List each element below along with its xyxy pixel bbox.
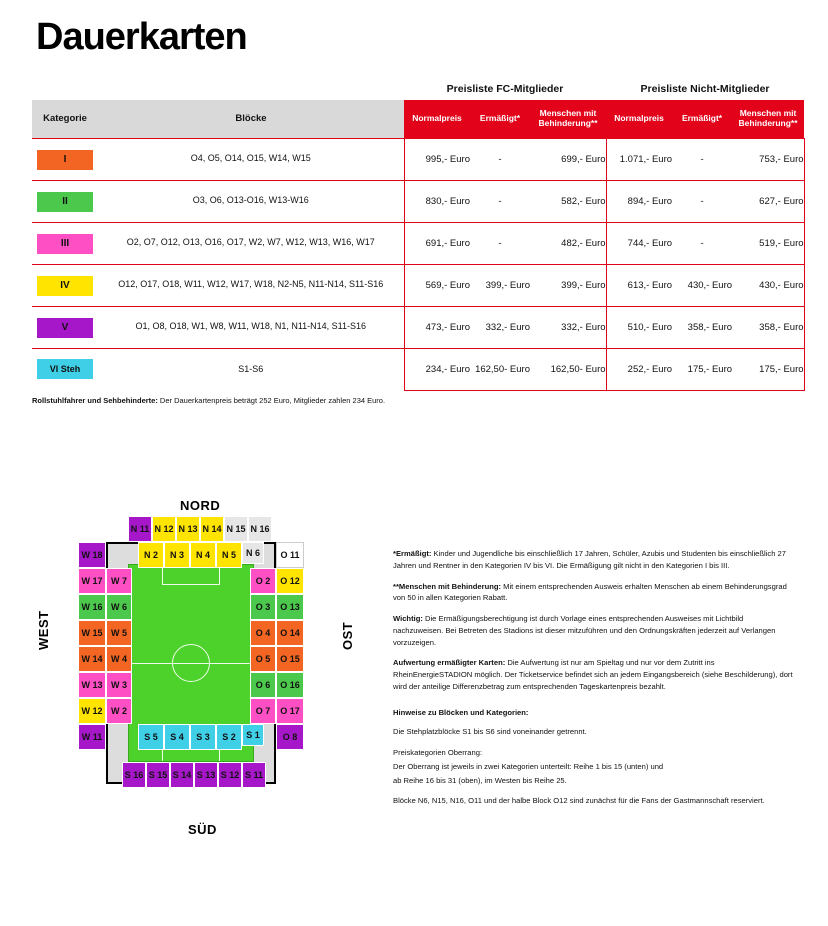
col-member-normal: Normalpreis <box>404 100 470 138</box>
map-block-n14[interactable] <box>200 516 224 542</box>
map-block-w16[interactable] <box>78 594 106 620</box>
map-block-w5[interactable] <box>106 620 132 646</box>
map-block-n15[interactable] <box>224 516 248 542</box>
map-block-s1[interactable] <box>242 724 264 746</box>
legal-important-text: Die Ermäßigungsberechtigung ist durch Vorlage eines entsprechenden Ausweises mit Lichtbild nachzuweisen. Bei Betreten des Stadions ist dieser mitzuführen und den Ordnungskräften jederzeit auf Verlangen vorzuzeigen. <box>393 614 776 647</box>
row-category-cell <box>32 264 98 306</box>
table-row <box>32 306 804 348</box>
map-block-o11[interactable] <box>276 542 304 568</box>
map-block-o15[interactable] <box>276 646 304 672</box>
map-block-label: N 4 <box>195 550 210 560</box>
map-block-label: O 5 <box>255 654 271 664</box>
table-row <box>32 264 804 306</box>
cell-member-reduced: - <box>470 138 530 180</box>
map-block-n11[interactable] <box>128 516 152 542</box>
map-block-o5[interactable] <box>250 646 276 672</box>
cell-member-disabled: 482,- Euro <box>530 222 606 264</box>
map-block-label: S 13 <box>196 770 216 780</box>
cell-member-normal: 995,- Euro <box>404 138 470 180</box>
legal-upgrade-label: Aufwertung ermäßigter Karten: <box>393 658 506 668</box>
cell-member-normal: 569,- Euro <box>404 264 470 306</box>
legal-away-blocks: Blöcke N6, N15, N16, O11 und der halbe Block O12 sind zunächst für die Fans der Gastmannschaft reserviert. <box>393 796 765 806</box>
cell-nonmember-disabled: 519,- Euro <box>732 222 804 264</box>
row-blocks: O3, O6, O13-O16, W13-W16 <box>98 180 404 222</box>
legal-upper-tier-line1: Der Oberrang ist jeweils in zwei Kategorien unterteilt: Reihe 1 bis 15 (unten) und <box>393 761 664 771</box>
category-badge: III <box>37 234 93 254</box>
map-block-n6[interactable] <box>242 542 264 564</box>
map-block-o13[interactable] <box>276 594 304 620</box>
col-member-reduced: Ermäßigt* <box>470 100 530 138</box>
cell-member-reduced: 332,- Euro <box>470 306 530 348</box>
map-block-label: O 7 <box>255 706 271 716</box>
map-block-o6[interactable] <box>250 672 276 698</box>
legal-blocks-heading: Hinweise zu Blöcken und Kategorien: <box>393 707 529 717</box>
map-block-label: O 2 <box>255 576 271 586</box>
map-block-w13[interactable] <box>78 672 106 698</box>
cell-member-disabled: 162,50- Euro <box>530 348 606 390</box>
cell-nonmember-reduced: - <box>672 138 732 180</box>
row-category-cell <box>32 348 98 390</box>
price-table <box>32 78 805 391</box>
cell-member-normal: 830,- Euro <box>404 180 470 222</box>
pitch-penalty-box-top <box>162 565 220 585</box>
map-block-s3[interactable] <box>190 724 216 750</box>
map-block-label: O 12 <box>280 576 300 586</box>
cell-nonmember-reduced: 175,- Euro <box>672 348 732 390</box>
cell-member-reduced: 399,- Euro <box>470 264 530 306</box>
cell-member-disabled: 399,- Euro <box>530 264 606 306</box>
map-block-label: W 4 <box>110 654 127 664</box>
map-block-s15[interactable] <box>146 762 170 788</box>
map-block-w15[interactable] <box>78 620 106 646</box>
map-block-label: W 15 <box>81 628 103 638</box>
map-block-label: W 16 <box>81 602 103 612</box>
map-block-n16[interactable] <box>248 516 272 542</box>
map-block-label: S 14 <box>172 770 192 780</box>
col-nonmember-normal: Normalpreis <box>606 100 672 138</box>
legal-important-label: Wichtig: <box>393 614 423 624</box>
map-block-label: W 2 <box>110 706 127 716</box>
group-header-row <box>32 78 804 100</box>
cell-member-normal: 691,- Euro <box>404 222 470 264</box>
table-row <box>32 222 804 264</box>
map-label-sued: SÜD <box>188 822 217 837</box>
map-block-w14[interactable] <box>78 646 106 672</box>
wheelchair-note-text: Der Dauerkartenpreis beträgt 252 Euro, Mitglieder zahlen 234 Euro. <box>157 396 386 405</box>
map-block-label: W 3 <box>110 680 127 690</box>
row-blocks: O2, O7, O12, O13, O16, O17, W2, W7, W12, W13, W16, W17 <box>98 222 404 264</box>
legal-standing-blocks: Die Stehplatzblöcke S1 bis S6 sind voneinander getrennt. <box>393 727 587 737</box>
cell-nonmember-normal: 744,- Euro <box>606 222 672 264</box>
map-block-n12[interactable] <box>152 516 176 542</box>
map-block-o12[interactable] <box>276 568 304 594</box>
group-header-members: Preisliste FC-Mitglieder <box>404 78 606 100</box>
map-block-label: W 13 <box>81 680 103 690</box>
row-blocks: O12, O17, O18, W11, W12, W17, W18, N2-N5, N11-N14, S11-S16 <box>98 264 404 306</box>
col-nonmember-reduced: Ermäßigt* <box>672 100 732 138</box>
row-blocks: S1-S6 <box>98 348 404 390</box>
map-block-o4[interactable] <box>250 620 276 646</box>
map-block-w11[interactable] <box>78 724 106 750</box>
map-block-o2[interactable] <box>250 568 276 594</box>
map-block-label: W 6 <box>110 602 127 612</box>
cell-nonmember-reduced: - <box>672 180 732 222</box>
legal-text <box>393 548 793 816</box>
legal-paragraph-upgrade <box>393 657 793 692</box>
cell-member-normal: 473,- Euro <box>404 306 470 348</box>
legal-paragraph-important <box>393 613 793 648</box>
map-block-label: O 8 <box>282 732 298 742</box>
map-block-label: W 7 <box>110 576 127 586</box>
map-block-o17[interactable] <box>276 698 304 724</box>
cell-nonmember-disabled: 358,- Euro <box>732 306 804 348</box>
map-block-label: O 15 <box>280 654 300 664</box>
row-category-cell <box>32 306 98 348</box>
map-block-label: S 1 <box>246 730 260 740</box>
map-block-label: S 11 <box>244 770 264 780</box>
map-block-label: O 16 <box>280 680 300 690</box>
map-block-n13[interactable] <box>176 516 200 542</box>
cell-nonmember-disabled: 627,- Euro <box>732 180 804 222</box>
map-block-label: O 4 <box>255 628 271 638</box>
map-block-o16[interactable] <box>276 672 304 698</box>
row-blocks: O4, O5, O14, O15, W14, W15 <box>98 138 404 180</box>
map-block-o8[interactable] <box>276 724 304 750</box>
map-block-label: W 18 <box>81 550 103 560</box>
map-block-label: N 15 <box>226 524 246 534</box>
cell-member-reduced: - <box>470 222 530 264</box>
legal-disabled-text: Mit einem entsprechenden Ausweis erhalten Menschen ab einem Behinderungsgrad von 50 in allen Kategorien Rabatt. <box>393 581 787 603</box>
cell-nonmember-disabled: 753,- Euro <box>732 138 804 180</box>
legal-upper-tier-heading: Preiskategorien Oberrang: <box>393 748 483 758</box>
map-block-label: O 6 <box>255 680 271 690</box>
cell-nonmember-normal: 894,- Euro <box>606 180 672 222</box>
map-block-label: O 14 <box>280 628 300 638</box>
map-block-label: W 5 <box>110 628 127 638</box>
cell-member-disabled: 332,- Euro <box>530 306 606 348</box>
map-block-label: S 12 <box>220 770 240 780</box>
map-block-n2[interactable] <box>138 542 164 568</box>
col-kategorie: Kategorie <box>32 100 98 138</box>
group-header-nonmembers: Preisliste Nicht-Mitglieder <box>606 78 804 100</box>
map-block-label: O 17 <box>280 706 300 716</box>
map-block-label: O 3 <box>255 602 271 612</box>
table-row <box>32 180 804 222</box>
cell-nonmember-normal: 510,- Euro <box>606 306 672 348</box>
category-badge: V <box>37 318 93 338</box>
category-badge: I <box>37 150 93 170</box>
col-member-disabled: Menschen mit Behinderung** <box>530 100 606 138</box>
map-block-label: N 3 <box>169 550 184 560</box>
map-label-ost: OST <box>340 621 355 650</box>
stadium-map <box>36 490 370 850</box>
map-block-w3[interactable] <box>106 672 132 698</box>
cell-member-disabled: 582,- Euro <box>530 180 606 222</box>
column-header-row <box>32 100 804 138</box>
table-row <box>32 348 804 390</box>
legal-reduced-label: *Ermäßigt: <box>393 549 432 558</box>
cell-nonmember-normal: 613,- Euro <box>606 264 672 306</box>
map-block-n4[interactable] <box>190 542 216 568</box>
price-table-wrapper <box>32 78 804 391</box>
cell-nonmember-reduced: - <box>672 222 732 264</box>
map-block-label: S 3 <box>196 732 210 742</box>
map-block-w17[interactable] <box>78 568 106 594</box>
map-block-s4[interactable] <box>164 724 190 750</box>
map-block-label: N 16 <box>250 524 270 534</box>
map-block-label: W 14 <box>81 654 103 664</box>
map-block-n5[interactable] <box>216 542 242 568</box>
map-block-s5[interactable] <box>138 724 164 750</box>
map-block-n3[interactable] <box>164 542 190 568</box>
cell-nonmember-normal: 252,- Euro <box>606 348 672 390</box>
map-block-w18[interactable] <box>78 542 106 568</box>
cell-member-reduced: 162,50- Euro <box>470 348 530 390</box>
cell-nonmember-reduced: 358,- Euro <box>672 306 732 348</box>
map-block-s13[interactable] <box>194 762 218 788</box>
row-category-cell <box>32 138 98 180</box>
map-block-label: O 11 <box>280 550 300 560</box>
map-block-label: N 14 <box>202 524 222 534</box>
map-label-nord: NORD <box>180 498 221 513</box>
map-block-s14[interactable] <box>170 762 194 788</box>
map-block-label: N 2 <box>143 550 158 560</box>
legal-upgrade-text: Die Aufwertung ist nur am Spieltag und nur vor dem Zutritt ins RheinEnergieSTADION möglich. Der Ticketservice befindet sich an jedem Eingangsbereich (siehe Beschilderung), dort wird der anteilige Differenzbetrag zum entsprechenden Tageskartenpreis bezahlt. <box>393 658 793 691</box>
cell-member-reduced: - <box>470 180 530 222</box>
cell-nonmember-normal: 1.071,- Euro <box>606 138 672 180</box>
map-block-label: N 12 <box>154 524 174 534</box>
legal-disabled-label: **Menschen mit Behinderung: <box>393 581 502 591</box>
map-block-label: N 5 <box>221 550 236 560</box>
map-block-label: S 16 <box>124 770 144 780</box>
map-block-w2[interactable] <box>106 698 132 724</box>
cell-member-normal: 234,- Euro <box>404 348 470 390</box>
cell-nonmember-disabled: 430,- Euro <box>732 264 804 306</box>
row-category-cell <box>32 180 98 222</box>
map-block-s11[interactable] <box>242 762 266 788</box>
map-block-label: N 11 <box>130 524 150 534</box>
pitch-center-circle <box>172 644 210 682</box>
map-block-label: N 13 <box>178 524 198 534</box>
category-badge: II <box>37 192 93 212</box>
map-block-label: N 6 <box>245 548 260 558</box>
legal-reduced-text: Kinder und Jugendliche bis einschließlich 17 Jahren, Schüler, Azubis und Studenten bis einschließlich 27 Jahren und Rentner in den Kategorien IV bis VI. Die Ermäßigung gilt nicht in den Kategorien I bis III. <box>393 549 786 570</box>
map-block-w6[interactable] <box>106 594 132 620</box>
map-block-o14[interactable] <box>276 620 304 646</box>
map-block-o3[interactable] <box>250 594 276 620</box>
map-block-s16[interactable] <box>122 762 146 788</box>
row-category-cell <box>32 222 98 264</box>
map-block-label: W 17 <box>81 576 103 586</box>
map-block-o7[interactable] <box>250 698 276 724</box>
cell-nonmember-disabled: 175,- Euro <box>732 348 804 390</box>
cell-member-disabled: 699,- Euro <box>530 138 606 180</box>
legal-paragraph-reduced <box>393 548 793 572</box>
map-block-w4[interactable] <box>106 646 132 672</box>
map-block-label: W 12 <box>81 706 103 716</box>
table-row <box>32 138 804 180</box>
map-block-label: S 4 <box>170 732 184 742</box>
map-block-w12[interactable] <box>78 698 106 724</box>
map-block-label: S 5 <box>144 732 158 742</box>
category-badge: VI Steh <box>37 359 93 379</box>
map-block-label: W 11 <box>81 732 103 742</box>
map-block-s12[interactable] <box>218 762 242 788</box>
map-label-west: WEST <box>36 610 51 650</box>
map-block-label: S 2 <box>222 732 236 742</box>
page-title: Dauerkarten <box>36 16 247 58</box>
legal-upper-tier-line2: ab Reihe 16 bis 31 (oben), im Westen bis Reihe 25. <box>393 775 567 785</box>
col-nonmember-disabled: Menschen mit Behinderung** <box>732 100 804 138</box>
cell-nonmember-reduced: 430,- Euro <box>672 264 732 306</box>
col-bloecke: Blöcke <box>98 100 404 138</box>
map-block-s2[interactable] <box>216 724 242 750</box>
row-blocks: O1, O8, O18, W1, W8, W11, W18, N1, N11-N14, S11-S16 <box>98 306 404 348</box>
legal-paragraph-disabled <box>393 581 793 605</box>
map-block-label: O 13 <box>280 602 300 612</box>
wheelchair-note <box>32 396 632 405</box>
map-block-w7[interactable] <box>106 568 132 594</box>
category-badge: IV <box>37 276 93 296</box>
wheelchair-note-label: Rollstuhlfahrer und Sehbehinderte: <box>32 396 158 405</box>
map-block-label: S 15 <box>148 770 168 780</box>
